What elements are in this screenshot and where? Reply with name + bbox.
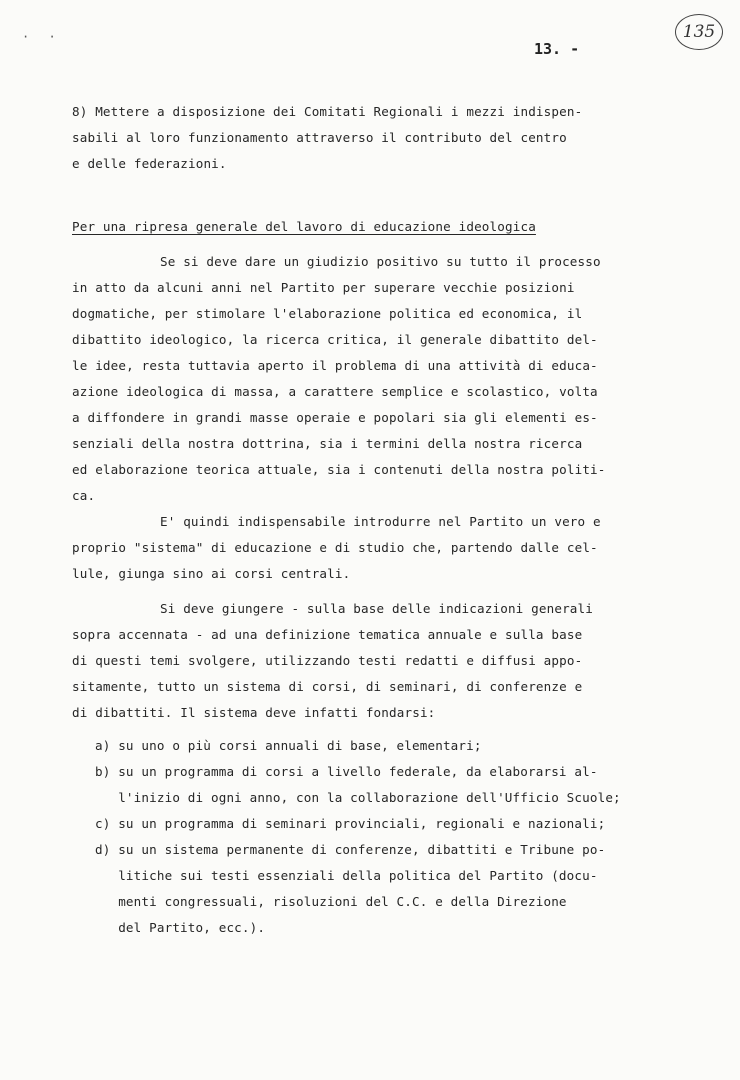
paragraph-line: proprio "sistema" di educazione e di studio che, partendo dalle cel- xyxy=(72,540,598,555)
paragraph-line: di dibattiti. Il sistema deve infatti fondarsi: xyxy=(72,705,436,720)
paragraph-line: a diffondere in grandi masse operaie e popolari sia gli elementi es- xyxy=(72,410,598,425)
paragraph-line: lule, giunga sino ai corsi centrali. xyxy=(72,566,351,581)
list-item-d-continued: del Partito, ecc.). xyxy=(95,920,266,935)
paragraph-line: senziali della nostra dottrina, sia i termini della nostra ricerca xyxy=(72,436,583,451)
list-item-b-continued: l'inizio di ogni anno, con la collaborazione dell'Ufficio Scuole; xyxy=(95,790,621,805)
paragraph-line: sitamente, tutto un sistema di corsi, di seminari, di conferenze e xyxy=(72,679,583,694)
item-8-line: e delle federazioni. xyxy=(72,156,227,171)
paragraph-line: E' quindi indispensabile introdurre nel Partito un vero e xyxy=(160,514,601,529)
paragraph-line: dogmatiche, per stimolare l'elaborazione politica ed economica, il xyxy=(72,306,583,321)
corner-marks: · · xyxy=(22,30,62,44)
list-item-c: c) su un programma di seminari provinciali, regionali e nazionali; xyxy=(95,816,606,831)
page-number: 13. - xyxy=(534,40,580,58)
archive-stamp xyxy=(675,14,723,50)
list-item-d-continued: litiche sui testi essenziali della politica del Partito (docu- xyxy=(95,868,598,883)
paragraph-line: ca. xyxy=(72,488,96,503)
section-heading: Per una ripresa generale del lavoro di educazione ideologica xyxy=(72,219,536,234)
paragraph-line: in atto da alcuni anni nel Partito per superare vecchie posizioni xyxy=(72,280,575,295)
paragraph-line: le idee, resta tuttavia aperto il problema di una attività di educa- xyxy=(72,358,598,373)
paragraph-line: dibattito ideologico, la ricerca critica, il generale dibattito del- xyxy=(72,332,598,347)
list-item-b: b) su un programma di corsi a livello federale, da elaborarsi al- xyxy=(95,764,598,779)
archive-stamp-number: 135 xyxy=(682,22,716,42)
item-8-line: sabili al loro funzionamento attraverso il contributo del centro xyxy=(72,130,567,145)
item-8-line: 8) Mettere a disposizione dei Comitati Regionali i mezzi indispen- xyxy=(72,104,583,119)
paragraph-line: ed elaborazione teorica attuale, sia i contenuti della nostra politi- xyxy=(72,462,606,477)
paragraph-line: azione ideologica di massa, a carattere semplice e scolastico, volta xyxy=(72,384,598,399)
paragraph-line: Se si deve dare un giudizio positivo su tutto il processo xyxy=(160,254,601,269)
paragraph-line: sopra accennata - ad una definizione tematica annuale e sulla base xyxy=(72,627,583,642)
paragraph-line: di questi temi svolgere, utilizzando testi redatti e diffusi appo- xyxy=(72,653,583,668)
list-item-d: d) su un sistema permanente di conferenze, dibattiti e Tribune po- xyxy=(95,842,606,857)
list-item-d-continued: menti congressuali, risoluzioni del C.C. e della Direzione xyxy=(95,894,567,909)
list-item-a: a) su uno o più corsi annuali di base, elementari; xyxy=(95,738,482,753)
paragraph-line: Si deve giungere - sulla base delle indicazioni generali xyxy=(160,601,593,616)
